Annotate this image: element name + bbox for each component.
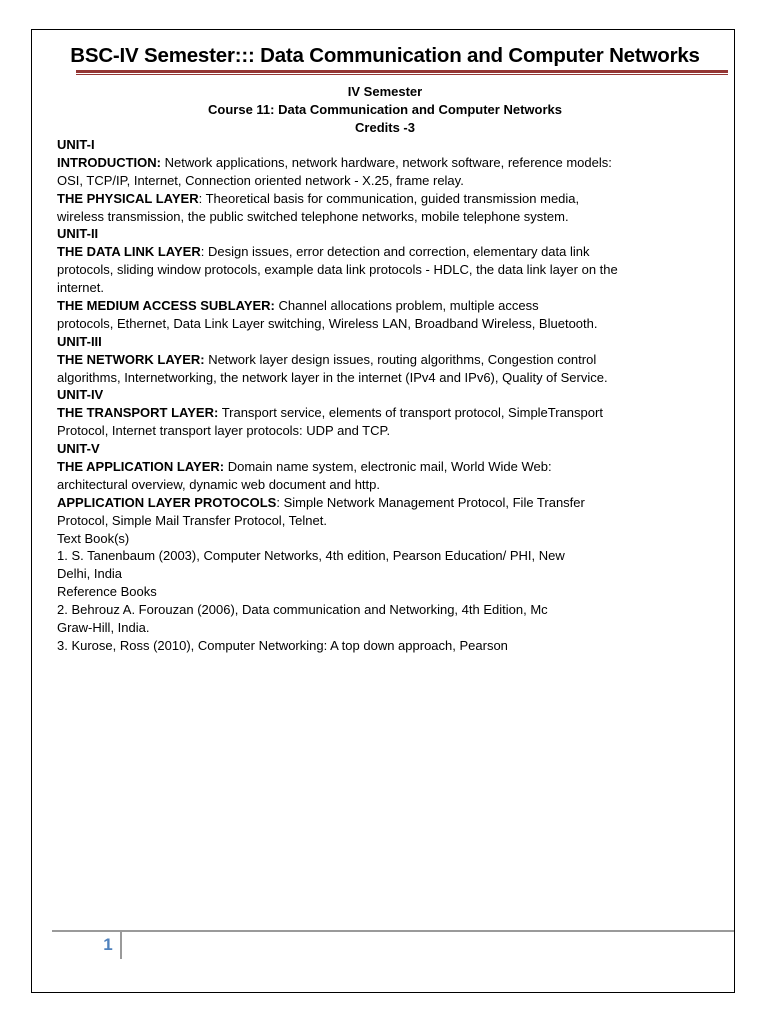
data-link-layer-line-3: internet. — [57, 280, 104, 296]
footer-rule — [52, 930, 734, 932]
data-link-layer-label: THE DATA LINK LAYER — [57, 244, 201, 260]
unit-3-heading: UNIT-III — [57, 333, 102, 349]
course-name: Course 11: Data Communication and Computer Networks — [208, 102, 562, 117]
physical-layer-line-2: wireless transmission, the public switched telephone networks, mobile telephone system. — [57, 208, 569, 224]
application-layer-line-1 — [57, 458, 717, 476]
network-layer-line-1 — [57, 351, 717, 369]
credits-label: Credits -3 — [355, 120, 415, 135]
unit-5-heading: UNIT-V — [57, 441, 100, 457]
reference-book-2-line-2: Graw-Hill, India. — [57, 620, 150, 636]
mac-sublayer-text-1: Channel allocations problem, multiple access — [274, 298, 539, 314]
app-protocols-line-1 — [57, 494, 717, 512]
network-layer-line-2: algorithms, Internetworking, the network layer in the internet (IPv4 and IPv6), Quality of Service. — [57, 369, 608, 385]
introduction-line-1 — [57, 154, 717, 172]
reference-books-heading: Reference Books — [57, 584, 157, 600]
footer-divider — [120, 932, 122, 959]
physical-layer-text-1: : Theoretical basis for communication, guided transmission media, — [198, 190, 580, 206]
data-link-layer-line-1 — [57, 243, 717, 261]
network-layer-text-1: Network layer design issues, routing algorithms, Congestion control — [204, 351, 597, 367]
data-link-layer-text-1: : Design issues, error detection and correction, elementary data link — [200, 244, 590, 260]
semester-label: IV Semester — [347, 84, 423, 99]
textbook-1-line-2: Delhi, India — [57, 566, 123, 582]
introduction-line-2: OSI, TCP/IP, Internet, Connection oriented network - X.25, frame relay. — [57, 172, 464, 188]
introduction-text-1: Network applications, network hardware, network software, reference models: — [161, 154, 612, 170]
document-header-title: BSC-IV Semester::: Data Communication and Computer Networks — [70, 44, 700, 67]
transport-layer-line-1 — [57, 404, 717, 422]
introduction-label: INTRODUCTION: — [57, 154, 161, 170]
unit-1-heading: UNIT-I — [57, 137, 95, 152]
application-layer-label: THE APPLICATION LAYER: — [57, 459, 225, 475]
mac-sublayer-line-2: protocols, Ethernet, Data Link Layer switching, Wireless LAN, Broadband Wireless, Bluetooth. — [57, 315, 598, 331]
app-protocols-line-2: Protocol, Simple Mail Transfer Protocol, Telnet. — [57, 512, 327, 528]
mac-sublayer-line-1 — [57, 297, 717, 315]
mac-sublayer-label: THE MEDIUM ACCESS SUBLAYER: — [57, 298, 275, 314]
header-rule-thin — [76, 74, 728, 75]
app-protocols-text-1: : Simple Network Management Protocol, File Transfer — [276, 494, 585, 510]
page-number: 1 — [103, 935, 113, 954]
course-info-block — [60, 83, 710, 137]
network-layer-label: THE NETWORK LAYER: — [57, 351, 205, 367]
transport-layer-label: THE TRANSPORT LAYER: — [57, 405, 219, 421]
application-layer-text-1: Domain name system, electronic mail, World Wide Web: — [224, 459, 552, 475]
header-rule — [76, 70, 728, 73]
reference-book-3-line-1: 3. Kurose, Ross (2010), Computer Networking: A top down approach, Pearson — [57, 637, 508, 653]
textbooks-heading: Text Book(s) — [57, 530, 130, 546]
transport-layer-text-1: Transport service, elements of transport protocol, SimpleTransport — [218, 405, 603, 421]
data-link-layer-line-2: protocols, sliding window protocols, example data link protocols - HDLC, the data link layer on the — [57, 262, 618, 278]
syllabus-body — [57, 136, 717, 655]
physical-layer-line-1 — [57, 190, 717, 208]
application-layer-line-2: architectural overview, dynamic web document and http. — [57, 476, 381, 492]
reference-book-2-line-1: 2. Behrouz A. Forouzan (2006), Data communication and Networking, 4th Edition, Mc — [57, 602, 548, 618]
unit-2-heading: UNIT-II — [57, 226, 99, 242]
transport-layer-line-2: Protocol, Internet transport layer protocols: UDP and TCP. — [57, 423, 391, 439]
physical-layer-label: THE PHYSICAL LAYER — [57, 190, 199, 206]
textbook-1-line-1: 1. S. Tanenbaum (2003), Computer Networks, 4th edition, Pearson Education/ PHI, New — [57, 548, 565, 564]
unit-4-heading: UNIT-IV — [57, 387, 104, 403]
app-protocols-label: APPLICATION LAYER PROTOCOLS — [57, 494, 277, 510]
